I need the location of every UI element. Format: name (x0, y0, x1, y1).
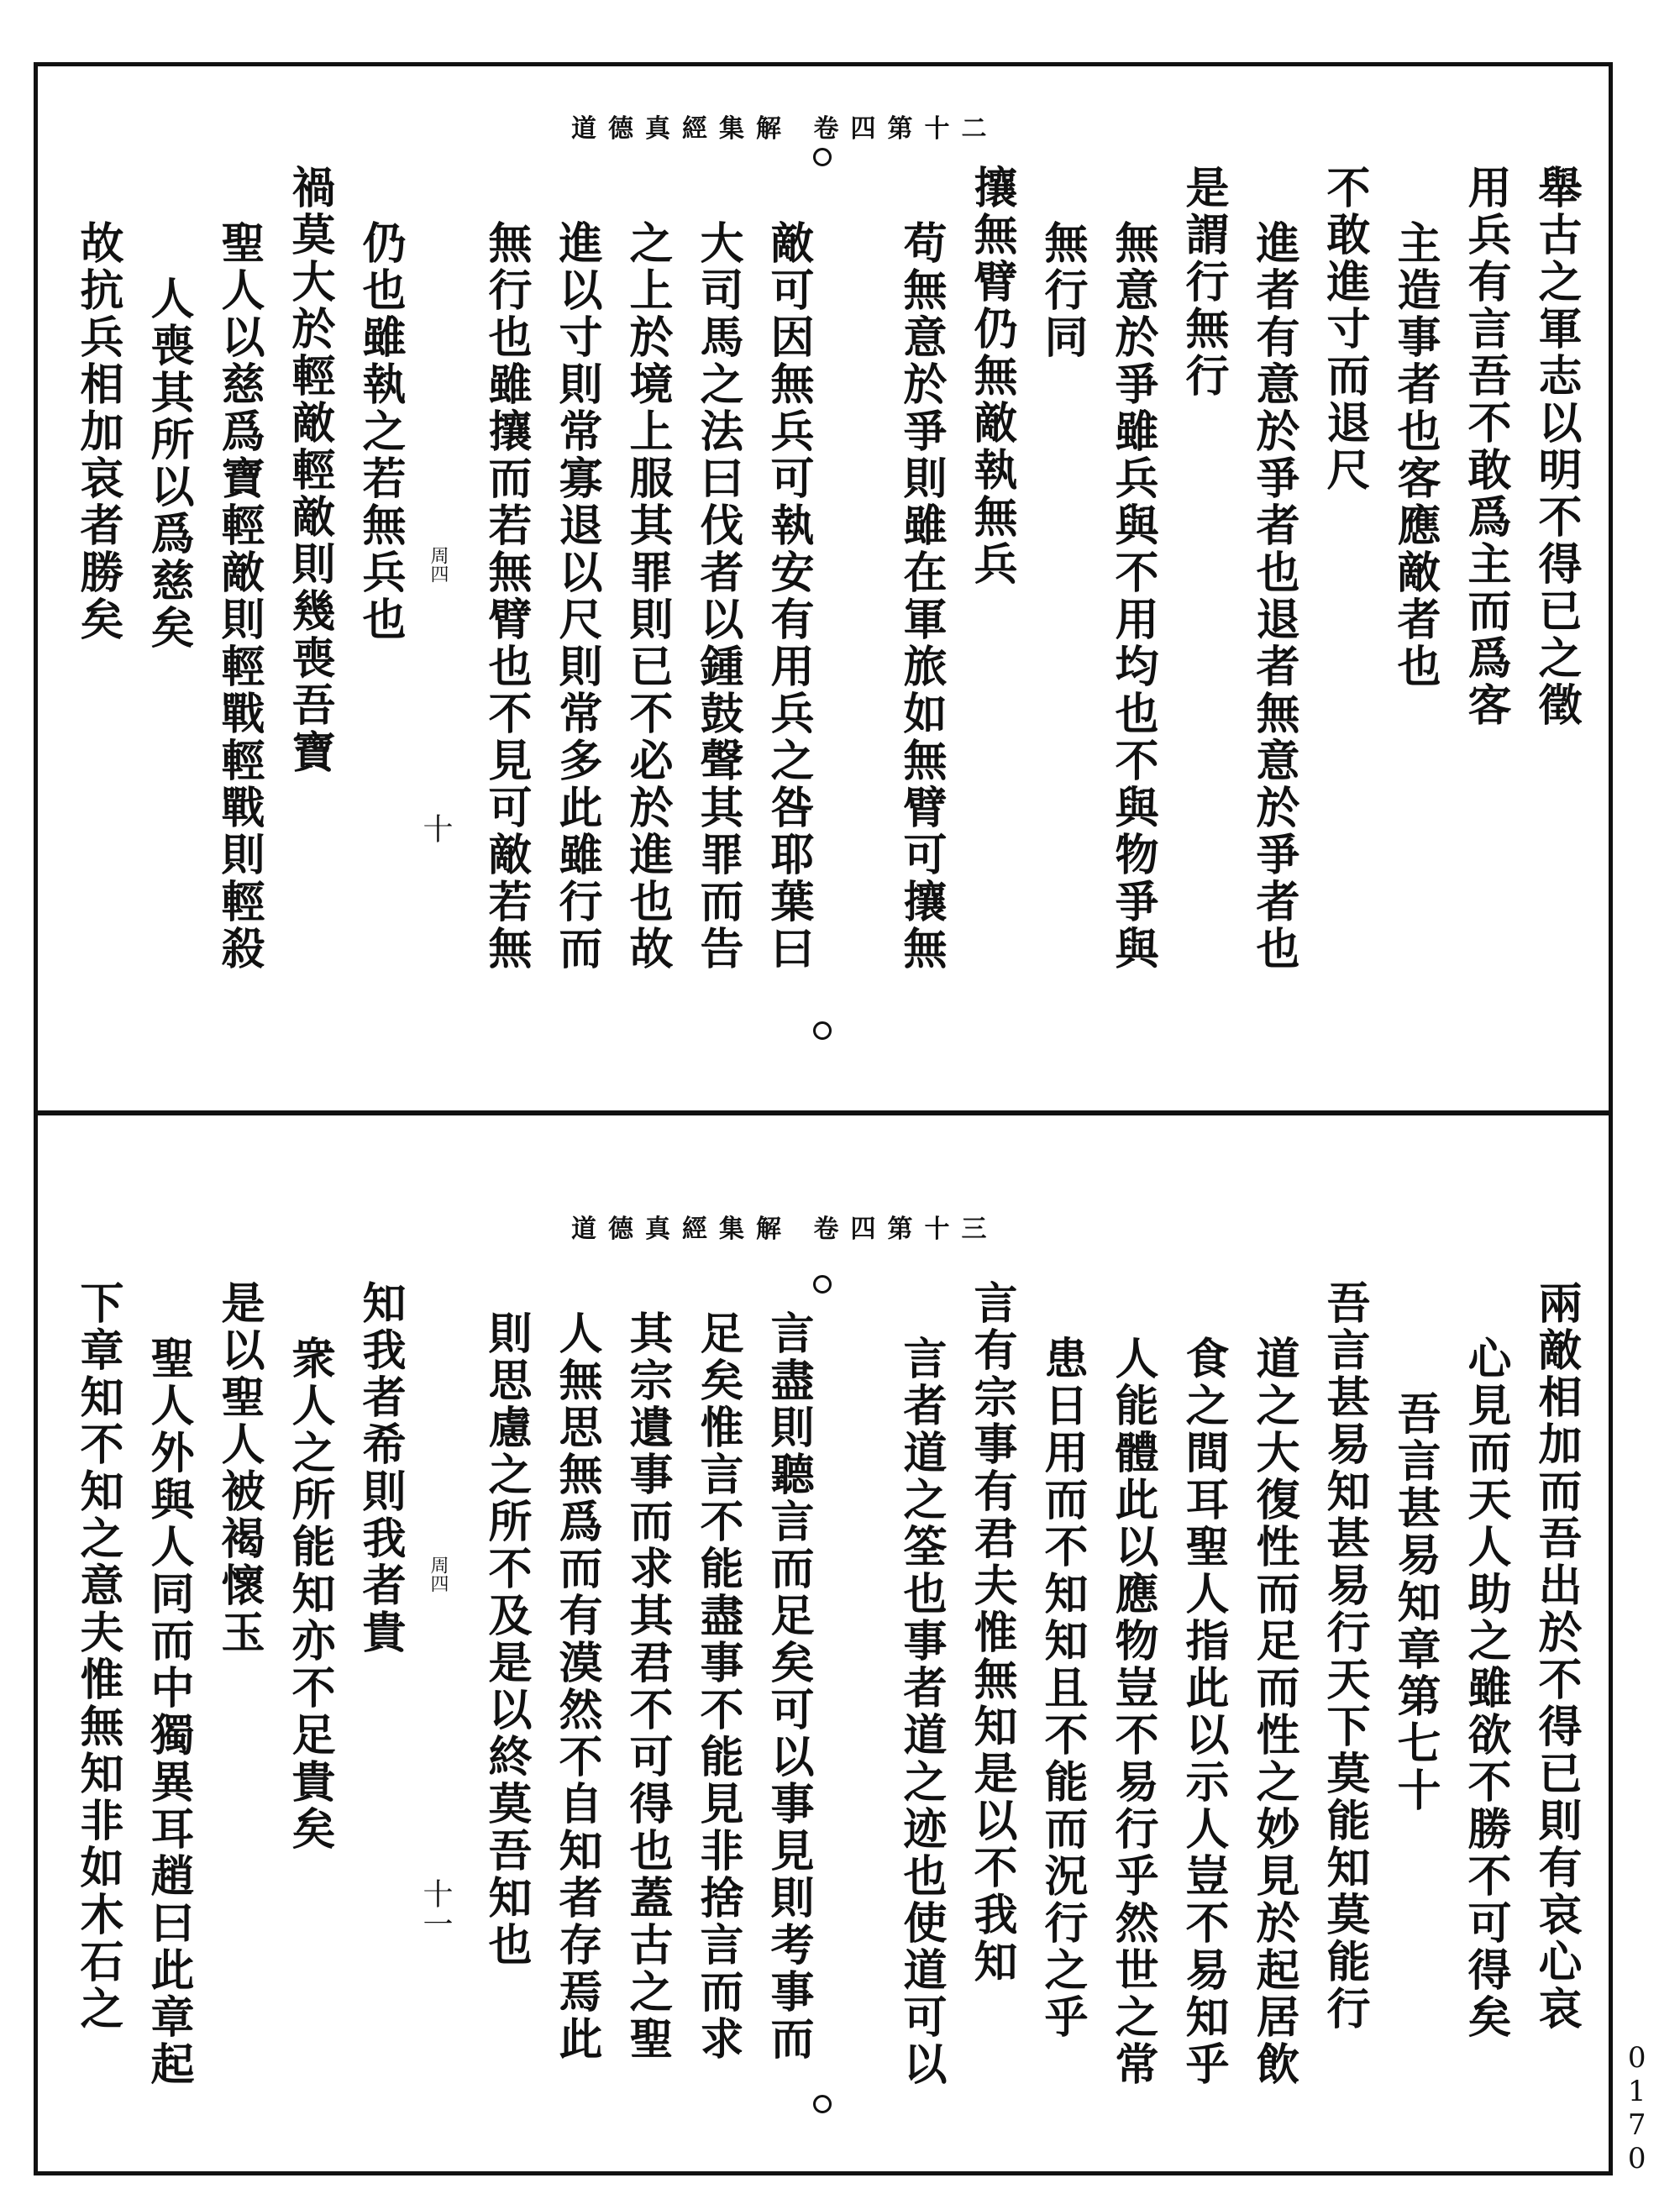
bottom-column-9: 言有宗事有君夫惟無知是以不我知 (966, 1280, 1017, 1986)
bottom-column-1: 兩敵相加而吾出於不得已則有哀心哀 (1530, 1280, 1582, 2033)
bottom-column-3: 吾言甚易知章第七十 (1389, 1391, 1441, 1814)
bottom-column-15: 則思慮之所不及是以終莫吾知也 (480, 1310, 532, 1969)
bottom-column-12: 足矣惟言不能盡事不能見非捨言而求 (692, 1310, 743, 2063)
top-folio: 十 (418, 813, 453, 843)
bottom-column-4: 吾言甚易知甚易行天下莫能知莫能行 (1319, 1280, 1370, 2033)
top-column-4: 不敢進寸而退尺 (1319, 165, 1370, 494)
bottom-column-6: 食之間耳聖人指此以示人豈不易知乎 (1178, 1336, 1229, 2088)
bottom-column-20: 下章知不知之意夫惟無知非如木石之 (72, 1280, 123, 2033)
top-column-12: 大司馬之法曰伐者以鍾鼓聲其罪而告 (692, 220, 743, 973)
edge-page-number: 0170 (1620, 2041, 1654, 2175)
bottom-column-11: 言盡則聽言而足矣可以事見則考事而 (763, 1310, 814, 2063)
bottom-column-16: 知我者希則我者貴 (354, 1280, 406, 1656)
top-column-1: 舉古之軍志以明不得已之徵 (1530, 165, 1582, 729)
top-column-3: 主造事者也客應敵者也 (1389, 220, 1441, 690)
top-column-19: 人喪其所以爲慈矣 (143, 276, 194, 652)
top-column-9: 攘無臂仍無敵執無兵 (966, 165, 1017, 588)
top-column-8: 無行同 (1037, 220, 1088, 361)
top-page (34, 62, 1613, 1112)
bottom-column-10: 言者道之筌也事者道之迹也使道可以 (895, 1336, 947, 2088)
top-column-20: 故抗兵相加哀者勝矣 (72, 220, 123, 643)
top-side-mark: 周四 (428, 546, 449, 583)
top-column-2: 用兵有言吾不敢爲主而爲客 (1460, 165, 1511, 729)
bottom-column-17: 衆人之所能知亦不足貴矣 (284, 1336, 335, 1853)
bottom-page-header: 道德真經集解 卷四第十三 (571, 1215, 999, 1244)
top-column-17: 禍莫大於輕敵輕敵則幾喪吾寶 (284, 165, 335, 776)
top-column-18: 聖人以慈爲寶輕敵則輕戰輕戰則輕殺 (213, 220, 265, 973)
bottom-column-2: 心見而天人助之雖欲不勝不可得矣 (1460, 1336, 1511, 2041)
circle-mark (813, 1021, 832, 1040)
top-column-15: 無行也雖攘而若無臂也不見可敵若無 (480, 220, 532, 973)
top-column-7: 無意於爭雖兵與不用均也不與物爭與 (1107, 220, 1158, 973)
top-column-10: 苟無意於爭則雖在軍旅如無臂可攘無 (895, 220, 947, 973)
circle-mark (813, 148, 832, 166)
top-page-header: 道德真經集解 卷四第十二 (571, 114, 999, 144)
bottom-column-13: 其宗遺事而求其君不可得也蓋古之聖 (622, 1310, 673, 2063)
bottom-column-18: 是以聖人被褐懷玉 (213, 1280, 265, 1656)
bottom-column-14: 人無思無爲而有漠然不自知者存焉此 (551, 1310, 602, 2063)
bottom-column-5: 道之大復性而足而性之妙見於起居飲 (1248, 1336, 1299, 2088)
bottom-column-19: 聖人外與人同而中獨異耳趙曰此章起 (143, 1336, 194, 2088)
bottom-column-8: 患日用而不知知且不能而況行之乎 (1037, 1336, 1088, 2041)
top-column-6: 是謂行無行 (1178, 165, 1229, 400)
top-column-14: 進以寸則常寡退以尺則常多此雖行而 (551, 220, 602, 973)
circle-mark (813, 1275, 832, 1294)
bottom-folio: 十一 (418, 1878, 453, 1939)
top-column-5: 進者有意於爭者也退者無意於爭者也 (1248, 220, 1299, 973)
bottom-side-mark: 周四 (428, 1556, 449, 1593)
top-column-13: 之上於境上服其罪則已不必於進也故 (622, 220, 673, 973)
bottom-column-7: 人能體此以應物豈不易行乎然世之常 (1107, 1336, 1158, 2088)
circle-mark (813, 2095, 832, 2113)
top-column-11: 敵可因無兵可執安有用兵之咎耶葉曰 (763, 220, 814, 973)
top-column-16: 仍也雖執之若無兵也 (354, 220, 406, 643)
